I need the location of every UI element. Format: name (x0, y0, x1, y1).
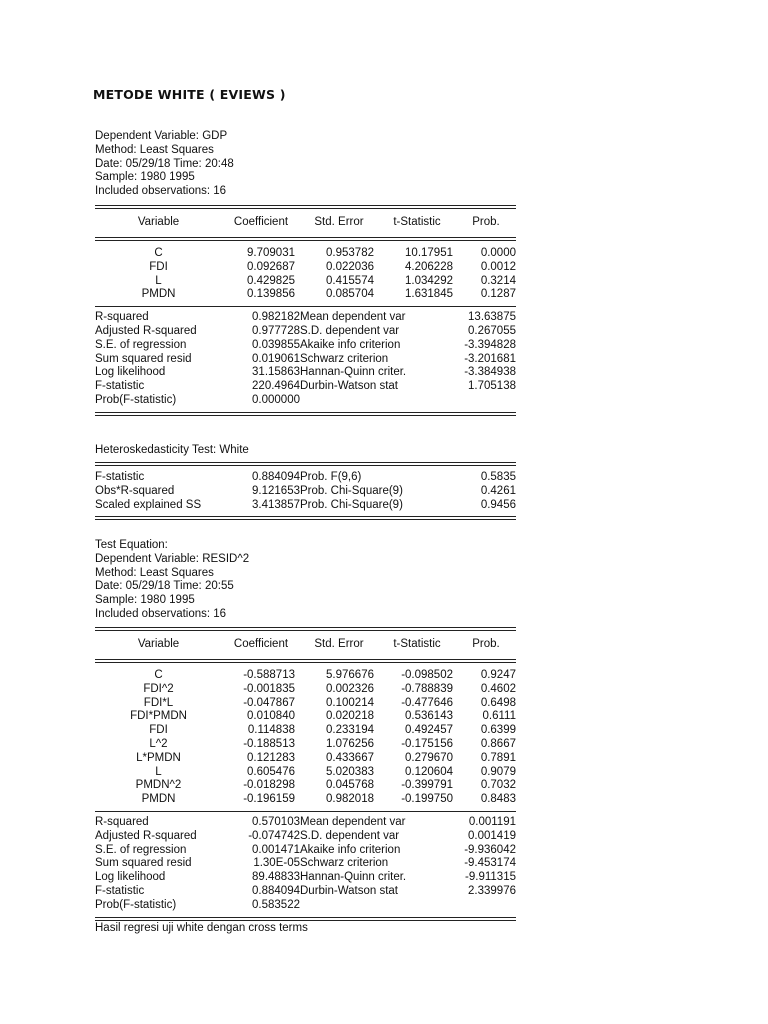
stat-value (434, 899, 516, 913)
stat-value: 0.001419 (468, 829, 516, 842)
stat-label: Prob. Chi-Square(9) (300, 484, 403, 497)
table-row (95, 683, 516, 697)
stat-label: R-squared (95, 311, 149, 324)
cell-value: 0.0012 (480, 260, 516, 273)
stat-row (95, 325, 516, 339)
stat-row (95, 899, 516, 913)
variable-name: PMDN (141, 288, 176, 301)
variable-name: FDI (149, 724, 168, 737)
stat-value: 0.583522 (252, 898, 300, 911)
cell-value: 0.415574 (326, 274, 374, 287)
table-rule (95, 412, 516, 416)
table-row (95, 752, 516, 766)
cell-value: 0.982018 (326, 793, 374, 806)
stat-label: S.E. of regression (95, 338, 187, 351)
cell-value: 0.085704 (326, 288, 374, 301)
hetero-title (95, 444, 249, 458)
stat-label: Prob. Chi-Square(9) (300, 498, 403, 511)
model1-header (95, 130, 234, 199)
column-header: Variable (137, 216, 180, 229)
stat-label: Mean dependent var (300, 815, 406, 828)
cell-value: 9.709031 (247, 247, 295, 259)
stat-value: 13.63875 (468, 311, 516, 324)
table-rule (95, 516, 516, 520)
cell-value: 5.020383 (326, 765, 374, 778)
table-row (95, 288, 516, 302)
variable-name: C (154, 247, 163, 259)
column-header: Coefficient (233, 638, 289, 651)
cell-value: 0.6498 (480, 696, 516, 709)
stat-label: F-statistic (95, 380, 145, 393)
column-headers (95, 209, 516, 237)
column-headers (95, 631, 516, 659)
stat-row (95, 499, 516, 513)
stat-row (95, 394, 516, 408)
coefficient-table (95, 247, 516, 302)
stat-value: 0.9456 (480, 498, 516, 511)
cell-value: -0.018298 (243, 779, 295, 792)
stat-label: Adjusted R-squared (95, 324, 197, 337)
column-header: Prob. (472, 216, 500, 229)
cell-value: 1.076256 (326, 737, 374, 750)
cell-value: 0.7032 (480, 779, 516, 792)
stat-value: 0.5835 (480, 471, 516, 483)
stat-label: Scaled explained SS (95, 498, 202, 511)
cell-value: -0.188513 (243, 737, 295, 750)
cell-value: 0.0000 (480, 247, 516, 259)
cell-value: 0.010840 (247, 710, 295, 723)
stat-value: 9.121653 (252, 484, 300, 497)
variable-name: C (154, 669, 163, 681)
table-row (95, 710, 516, 724)
table-row (95, 724, 516, 738)
stat-label: Hannan-Quinn criter. (300, 871, 407, 884)
stat-row (95, 485, 516, 499)
cell-value: 0.279670 (405, 751, 453, 764)
table-row (95, 247, 516, 261)
column-header: Std. Error (314, 216, 364, 229)
cell-value: -0.196159 (243, 793, 295, 806)
cell-value: 0.120604 (405, 765, 453, 778)
stat-row (95, 871, 516, 885)
stat-label: S.D. dependent var (300, 324, 400, 337)
stat-value: 3.413857 (252, 498, 300, 511)
cell-value: 0.114838 (247, 724, 295, 737)
variable-name: L^2 (149, 737, 168, 750)
stat-label: Durbin-Watson stat (300, 884, 398, 897)
stat-label: Sum squared resid (95, 857, 192, 870)
stat-value: -3.394828 (464, 338, 516, 351)
cell-value: 0.6111 (482, 710, 516, 723)
cell-value: 0.020218 (326, 710, 374, 723)
variable-name: FDI (149, 260, 168, 273)
cell-value: 0.1287 (480, 288, 516, 301)
stat-value: 0.884094 (252, 471, 300, 483)
cell-value: 0.045768 (326, 779, 374, 792)
stat-row (95, 471, 516, 485)
stat-label: Obs*R-squared (95, 484, 175, 497)
column-header: Variable (137, 638, 180, 651)
cell-value: 0.492457 (405, 724, 453, 737)
header-line: Method: Least Squares (95, 566, 214, 579)
stat-label: S.E. of regression (95, 843, 187, 856)
hetero-table (95, 471, 516, 512)
cell-value: -0.399791 (401, 779, 453, 792)
stat-value: 0.570103 (252, 815, 300, 828)
cell-value: 0.7891 (480, 751, 516, 764)
stat-label (300, 394, 434, 408)
table-row (95, 697, 516, 711)
variable-name: FDI*PMDN (130, 710, 187, 723)
stat-label: Hannan-Quinn criter. (300, 366, 407, 379)
cell-value: 0.022036 (326, 260, 374, 273)
header-line: Included observations: 16 (95, 185, 227, 198)
table-row (95, 738, 516, 752)
stat-value: -3.384938 (464, 366, 516, 379)
variable-name: PMDN^2 (135, 779, 182, 792)
stat-label: Prob. F(9,6) (300, 471, 362, 483)
cell-value: 0.3214 (480, 274, 516, 287)
cell-value: -0.047867 (243, 696, 295, 709)
cell-value: 0.8483 (480, 793, 516, 806)
stat-label: Schwarz criterion (300, 857, 389, 870)
column-header: Coefficient (233, 216, 289, 229)
stat-label: Akaike info criterion (300, 843, 401, 856)
variable-name: L (155, 274, 162, 287)
stat-label: Log likelihood (95, 871, 166, 884)
header-line: Sample: 1980 1995 (95, 171, 195, 184)
cell-value: 0.233194 (326, 724, 374, 737)
stat-value: 0.977728 (252, 324, 300, 337)
cell-value: 0.6399 (480, 724, 516, 737)
stat-label: F-statistic (95, 884, 145, 897)
cell-value: 0.092687 (247, 260, 295, 273)
variable-name: FDI*L (143, 696, 174, 709)
cell-value: 0.429825 (247, 274, 295, 287)
cell-value: 0.002326 (326, 682, 374, 695)
coefficient-table (95, 669, 516, 807)
stat-value: 220.4964 (252, 380, 300, 393)
stat-label: F-statistic (95, 471, 145, 483)
cell-value: 1.631845 (405, 288, 453, 301)
stat-label: Sum squared resid (95, 352, 192, 365)
column-header: Prob. (472, 638, 500, 651)
stat-row (95, 885, 516, 899)
variable-name: L (155, 765, 162, 778)
stat-value: -9.453174 (464, 857, 516, 870)
variable-name: L*PMDN (136, 751, 181, 764)
cell-value: 0.100214 (326, 696, 374, 709)
stat-value: 0.982182 (252, 311, 300, 324)
stat-value: 0.001471 (252, 843, 300, 856)
stat-row (95, 816, 516, 830)
stat-label: Prob(F-statistic) (95, 393, 177, 406)
cell-value: -0.477646 (401, 696, 453, 709)
stat-label: Durbin-Watson stat (300, 380, 398, 393)
stat-row (95, 339, 516, 353)
column-header: t-Statistic (393, 638, 441, 651)
stat-row (95, 830, 516, 844)
summary-stats (95, 816, 516, 913)
cell-value: 0.139856 (247, 288, 295, 301)
stat-value: 1.705138 (468, 380, 516, 393)
cell-value: 5.976676 (326, 669, 374, 681)
stat-value (434, 394, 516, 408)
stat-value: 0.4261 (480, 484, 516, 497)
stat-label: Log likelihood (95, 366, 166, 379)
cell-value: -0.199750 (401, 793, 453, 806)
table-rule (95, 917, 516, 921)
cell-value: 0.9247 (480, 669, 516, 681)
cell-value: 10.17951 (405, 247, 453, 259)
stat-value: -0.074742 (248, 829, 300, 842)
stat-row (95, 311, 516, 325)
page-title: METODE WHITE ( EVIEWS ) (93, 87, 286, 102)
column-header: t-Statistic (393, 216, 441, 229)
stat-value: 0.019061 (252, 352, 300, 365)
stat-label: Schwarz criterion (300, 352, 389, 365)
model2-output (95, 627, 516, 921)
cell-value: -0.001835 (243, 682, 295, 695)
table-row (95, 261, 516, 275)
stat-value: 89.48833 (252, 871, 300, 884)
cell-value: 0.605476 (247, 765, 295, 778)
stat-value: 0.884094 (252, 884, 300, 897)
stat-row (95, 380, 516, 394)
stat-value: -9.911315 (465, 871, 516, 884)
column-header: Std. Error (314, 638, 364, 651)
header-line: Test Equation: (95, 539, 168, 551)
stat-label: R-squared (95, 815, 149, 828)
cell-value: -0.175156 (401, 737, 453, 750)
stat-value: 0.267055 (468, 324, 516, 337)
header-line: Sample: 1980 1995 (95, 594, 195, 607)
variable-name: FDI^2 (143, 682, 174, 695)
summary-stats (95, 311, 516, 408)
table-row (95, 275, 516, 289)
stat-label: Prob(F-statistic) (95, 898, 177, 911)
header-line: Included observations: 16 (95, 607, 227, 620)
cell-value: -0.788839 (401, 682, 453, 695)
stat-label: Akaike info criterion (300, 338, 401, 351)
cell-value: 1.034292 (405, 274, 453, 287)
stat-value: 0.001191 (468, 815, 516, 828)
hetero-test-title: Heteroskedasticity Test: White (95, 444, 249, 456)
stat-label (300, 899, 434, 913)
header-line: Date: 05/29/18 Time: 20:48 (95, 157, 234, 170)
variable-name: PMDN (141, 793, 176, 806)
stat-label: Mean dependent var (300, 311, 406, 324)
stat-row (95, 857, 516, 871)
stat-row (95, 353, 516, 367)
stat-value: 0.000000 (252, 393, 300, 406)
cell-value: 0.536143 (405, 710, 453, 723)
cell-value: 0.8667 (480, 737, 516, 750)
stat-value: 2.339976 (468, 884, 516, 897)
cell-value: 4.206228 (405, 260, 453, 273)
stat-value: 31.15863 (252, 366, 300, 379)
cell-value: -0.588713 (243, 669, 295, 681)
table-row (95, 669, 516, 683)
stat-value: 0.039855 (252, 338, 300, 351)
stat-label: Adjusted R-squared (95, 829, 197, 842)
hetero-output (95, 462, 516, 520)
cell-value: -0.098502 (401, 669, 453, 681)
caption-note: Hasil regresi uji white dengan cross terms (95, 922, 308, 934)
table-row (95, 766, 516, 780)
header-line: Dependent Variable: GDP (95, 130, 228, 142)
stat-row (95, 844, 516, 858)
stat-label: S.D. dependent var (300, 829, 400, 842)
table-row (95, 793, 516, 807)
cell-value: 0.433667 (326, 751, 374, 764)
table-row (95, 779, 516, 793)
cell-value: 0.121283 (247, 751, 295, 764)
stat-row (95, 366, 516, 380)
cell-value: 0.9079 (480, 765, 516, 778)
stat-value: -3.201681 (464, 352, 516, 365)
stat-value: -9.936042 (464, 843, 516, 856)
header-line: Method: Least Squares (95, 143, 214, 156)
header-line: Date: 05/29/18 Time: 20:55 (95, 580, 234, 593)
model2-header (95, 539, 249, 622)
header-line: Dependent Variable: RESID^2 (95, 552, 250, 565)
stat-value: 1.30E-05 (253, 857, 300, 870)
cell-value: 0.4602 (480, 682, 516, 695)
model1-output (95, 205, 516, 416)
cell-value: 0.953782 (326, 247, 374, 259)
